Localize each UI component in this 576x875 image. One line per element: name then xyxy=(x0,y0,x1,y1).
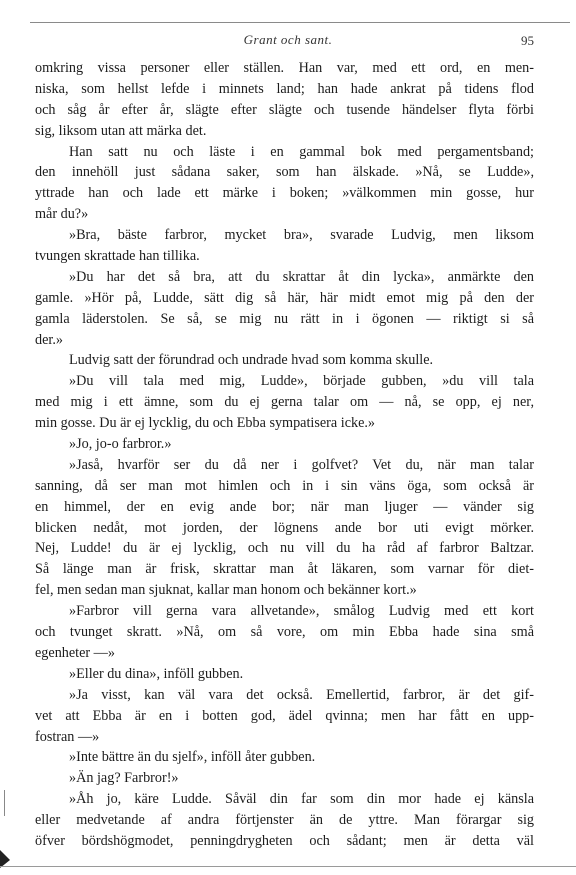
text-line: Nej, Ludde! du är ej lycklig, och nu vill du ha råd af farbror Baltzar. xyxy=(35,540,534,557)
text-line: Han satt nu och läste i en gammal bok med pergamentsband; xyxy=(69,143,534,160)
text-line: eller medvetande af andra förtjenster än de yttre. Man förargar sig xyxy=(35,812,534,829)
text-line: »Åh jo, käre Ludde. Såväl din far som din mor hade ej känsla xyxy=(69,791,534,808)
text-line: Ludvig satt der förundrad och undrade hvad som komma skulle. xyxy=(69,352,434,369)
text-line: öfver bördshögmodet, penningdrygheten och sådant; men är detta väl xyxy=(35,832,534,849)
text-line: gamla läderstolen. Se så, se mig nu rätt in i ögonen — riktigt si så xyxy=(35,310,534,327)
text-line: tvungen skrattade han tillika. xyxy=(35,248,200,265)
text-line: »Jaså, hvarför ser du då ner i golfvet? Vet du, när man talar xyxy=(69,456,534,473)
text-line: blicken nedåt, mot jorden, der lögnens ande bor uti evigt mörker. xyxy=(35,519,534,536)
text-line: »Ja visst, kan väl vara det också. Emellertid, farbror, är det gif- xyxy=(69,686,534,703)
text-line: »Än jag? Farbror!» xyxy=(69,770,179,787)
text-line: der.» xyxy=(35,331,63,348)
text-line: och tvunget skratt. »Nå, om så vore, om min Ebba hade sina små xyxy=(35,624,534,641)
text-line: gamle. »Hör på, Ludde, sätt dig så här, här midt emot mig på den der xyxy=(35,289,534,306)
text-line: »Eller du dina», inföll gubben. xyxy=(69,665,244,682)
text-line: Så länge man är frisk, skrattar man åt läkaren, som varnar för diet- xyxy=(35,561,534,578)
text-line: »Jo, jo-o farbror.» xyxy=(69,436,172,453)
text-line: en himmel, der en evig ande bor; när man ljuger — vänder sig xyxy=(35,498,534,515)
text-line: fel, men sedan man sjuknat, kallar man honom och bekänner kort.» xyxy=(35,582,417,599)
text-line: »Du vill tala med mig, Ludde», började gubben, »du vill tala xyxy=(69,373,534,390)
text-line: sanning, då ser man mot himlen och in i sin väns öga, som också är xyxy=(35,477,534,494)
text-line: mår du?» xyxy=(35,206,89,223)
text-line: sig, liksom utan att märka det. xyxy=(35,122,207,139)
text-line: min gosse. Du är ej lycklig, du och Ebba sympatisera icke.» xyxy=(35,415,376,432)
text-line: yttrade han och lade ett märke i boken; »välkommen min gosse, hur xyxy=(35,185,534,202)
text-line: egenheter —» xyxy=(35,644,115,661)
margin-mark xyxy=(4,790,5,816)
text-line: niska, som hellst lefde i minnets land; han hade ankrat på tidens flod xyxy=(35,80,534,97)
text-line: »Du har det så bra, att du skrattar åt din lycka», anmärkte den xyxy=(69,268,534,285)
text-line: »Farbror vill gerna vara allvetande», smålog Ludvig med ett kort xyxy=(69,603,534,620)
text-line: fostran —» xyxy=(35,728,100,745)
text-line: och såg år efter år, slägte efter slägte och tusende händelser flyta förbi xyxy=(35,101,534,118)
text-line: vet att Ebba är en i botten god, ädel qvinna; men har fått en upp- xyxy=(35,707,534,724)
text-line: den innehöll just sådana saker, som han älskade. »Nå, se Ludde», xyxy=(35,164,534,181)
text-line: »Bra, bäste farbror, mycket bra», svarade Ludvig, men liksom xyxy=(69,227,534,244)
page-number: 95 xyxy=(521,33,534,48)
top-rule xyxy=(30,22,570,23)
running-head: Grant och sant. xyxy=(243,32,333,47)
text-line: »Inte bättre än du sjelf», inföll åter gubben. xyxy=(69,749,316,766)
text-line: med mig i ett ämne, som du ej gerna talar om — nå, se opp, ej ner, xyxy=(35,394,534,411)
bottom-rule xyxy=(0,866,576,867)
body-text xyxy=(35,58,534,852)
text-line: omkring vissa personer eller ställen. Han var, med ett ord, en men- xyxy=(35,60,534,76)
